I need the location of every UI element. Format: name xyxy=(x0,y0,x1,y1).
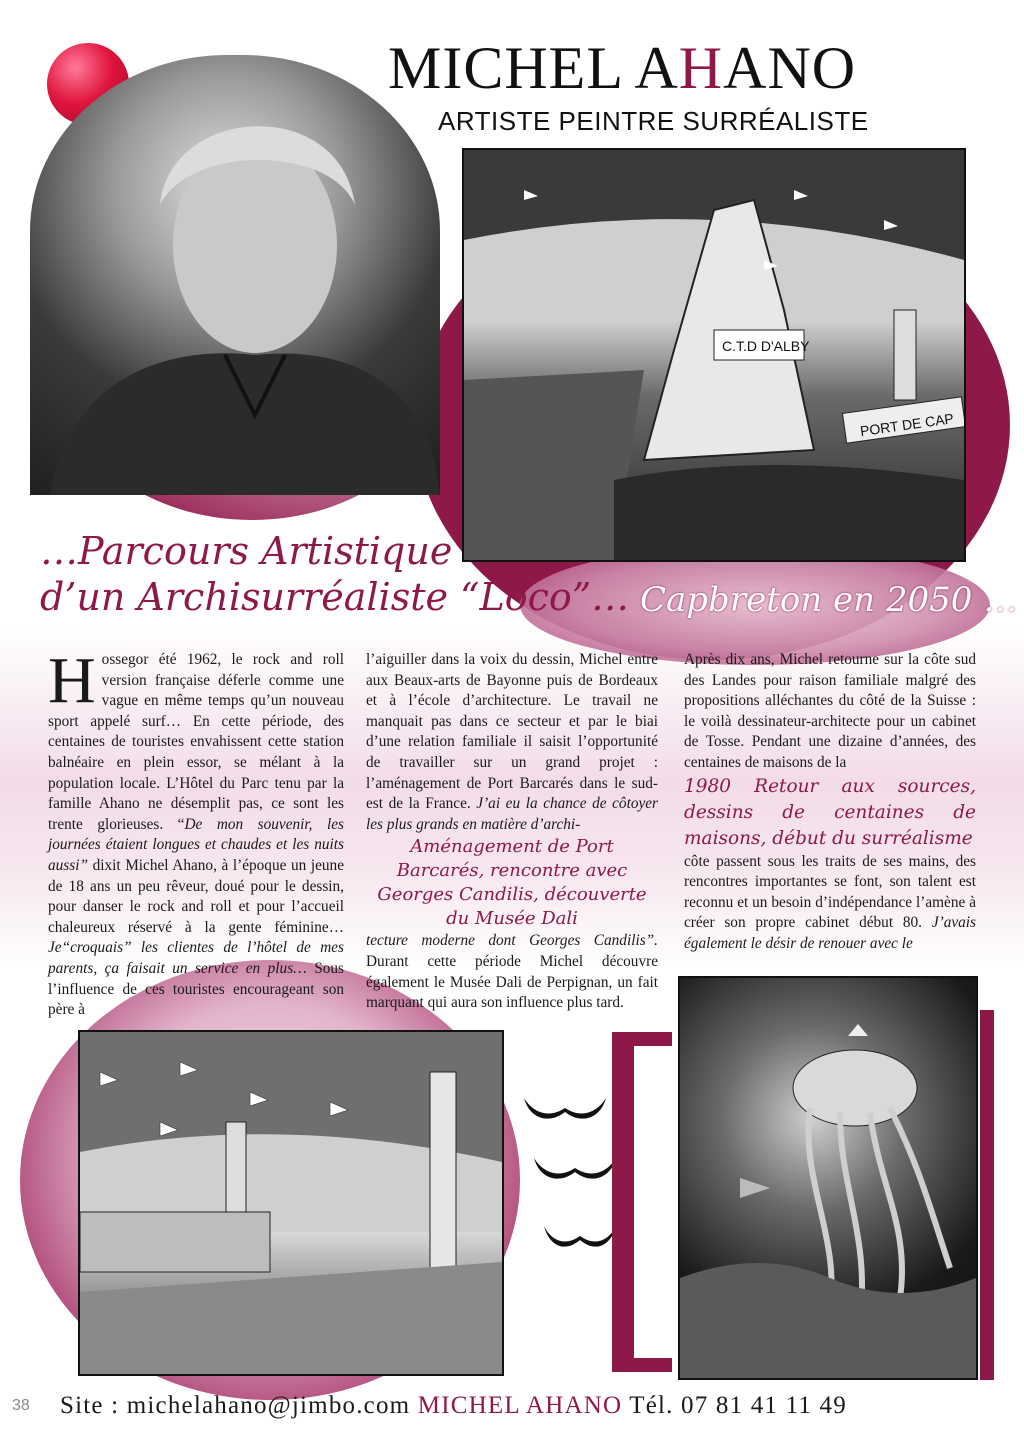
decor-frame-bar xyxy=(612,1358,672,1372)
artist-portrait-photo xyxy=(30,55,440,495)
port-sign-text: PORT DE CAP xyxy=(859,410,955,440)
drop-cap: H xyxy=(48,644,96,717)
pull-quote: Aménagement de Port Barcarés, rencontre avec Georges Candilis, découverte du Musée Dali xyxy=(377,836,647,930)
mustache-icon xyxy=(530,1150,620,1190)
decor-frame-bar xyxy=(980,1010,994,1380)
headline-line-1: …Parcours Artistique xyxy=(40,529,453,573)
article-headline xyxy=(40,528,629,620)
mustache-icon xyxy=(520,1090,610,1130)
footer-contact: Site : michelahano@jimbo.com MICHEL AHANO Tél. 07 81 41 11 49 xyxy=(60,1392,847,1419)
decor-frame-bar xyxy=(612,1032,634,1372)
decor-frame-bar xyxy=(612,1032,672,1046)
article-column-2: l’aiguiller dans la voix du dessin, Michel entre aux Beaux-arts de Bayonne puis de Bordeaux et à l’école d’architecture. Le travail ne manquait pas dans ce secteur et par le biai d’une relation familiale il saisit l’opportunité de travailler sur un grand projet : l’aménagement de Port Barcarés dans le sud-est de la France. J’ai eu la chance de côtoyer les plus grands en matière d’archi- Aménagement de Port Barcarés, rencontre avec Georges Candilis, découverte du Musée Dali tecture moderne dont Georges Candilis”. Durant cette période Michel découvre également le Musée Dali de Perpignan, un fait marquant qui aura son influence plus tard. xyxy=(366,651,659,1012)
painting-capbreton-2050 xyxy=(462,148,966,562)
article-column-1: Hossegor été 1962, le rock and roll version française déferle comme une vague en même temps qu’un nouveau sport appelé surf… En cette période, des centaines de touristes envahissent cette station balnéaire en plein essor, se mélant à la population locale. L’Hôtel du Parc tenu par la famille Ahano ne désemplit pas, ce sont les trente glorieuses. “De mon souvenir, les journées étaient longues et chaudes et les nuits aussi” dixit Michel Ahano, à l’époque un jeune de 18 ans un peu rêveur, doué pour le dessin, pour danser le rock and roll et pour l’accueil chaleureux réservé à la gente féminine… Je“croquais” les clientes de l’hôtel de mes parents, ça faisait un service en plus… Sous l’influence de ces touristes encourageant son père à xyxy=(48,644,344,1019)
painting-jellyfish xyxy=(678,976,978,1380)
page-number: 38 xyxy=(12,1397,30,1414)
article-column-3: Après dix ans, Michel retourne sur la côte sud des Landes pour raison familiale malgré des propositions alléchantes du côté de la Suisse : le voilà dessinateur-architecte pour un cabinet de Tosse. Pendant une dizaine d’années, des centaines de maisons de la 1980 Retour aux sources, dessins de centaines de maisons, début du surréalisme côte passent sous les traits de ses mains, des rencontres importantes se font, son talent est reconnu et un besoin d’indépendance l’amène à créer son propre cabinet début 80. J’avais également le désir de renouer avec le xyxy=(684,651,976,952)
pull-quote: 1980 Retour aux sources, dessins de centaines de maisons, début du surréalisme xyxy=(684,775,976,849)
headline-line-2: d’un Archisurréaliste “Loco”… xyxy=(40,575,630,619)
page-subtitle: ARTISTE PEINTRE SURRÉALISTE xyxy=(438,106,869,136)
painting-caption: Capbreton en 2050 … xyxy=(640,580,1018,620)
ship-name-text: C.T.D D'ALBY xyxy=(722,338,810,354)
painting-lighthouses xyxy=(78,1030,504,1376)
page-title: MICHEL AHANO xyxy=(388,35,857,101)
mustache-icon xyxy=(540,1218,620,1258)
